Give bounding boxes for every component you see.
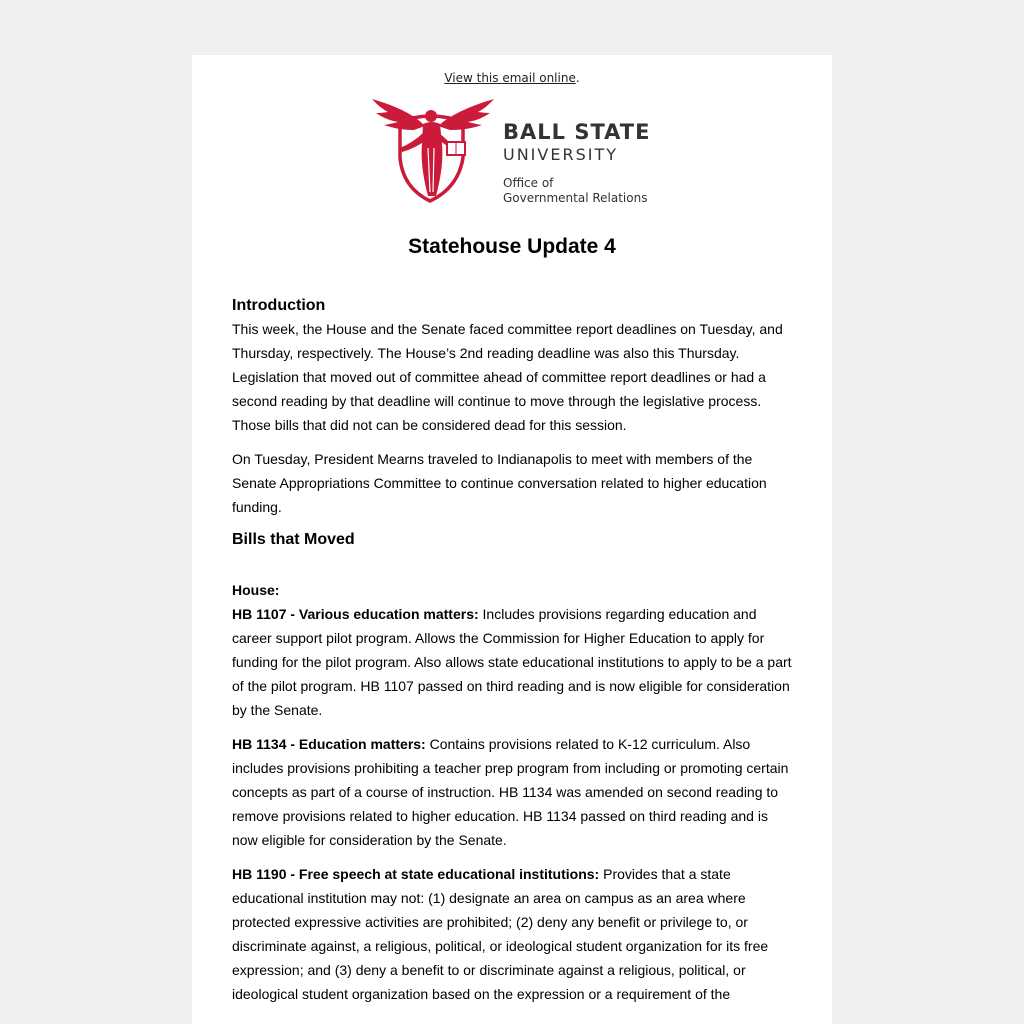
- bill-description: Includes provisions regarding education and career support pilot program. Allows the Commission for Higher Education to apply for funding for the pilot program. Also allows state educational institutions to apply to be a part of the pilot program. HB 1107 passed on third reading and is now eligible for consideration by the Senate.: [232, 606, 792, 718]
- intro-paragraph: On Tuesday, President Mearns traveled to Indianapolis to meet with members of the Senate Appropriations Committee to continue conversation related to higher education funding.: [232, 451, 767, 515]
- bill-item: [232, 732, 792, 852]
- bill-title: HB 1107 - Various education matters:: [232, 606, 479, 622]
- bill-item: [232, 862, 792, 1006]
- logo-office-line: Office of: [503, 176, 554, 190]
- intro-paragraph: This week, the House and the Senate faced committee report deadlines on Tuesday, and Thursday, respectively. The House’s 2nd reading deadline was also this Thursday. Legislation that moved out of committee ahead of committee report deadlines or had a second reading by that deadline will continue to move through the legislative process. Those bills that did not can be considered dead for this session.: [232, 321, 783, 433]
- bill-description: Provides that a state educational institution may not: (1) designate an area on campus as an area where protected expressive activities are prohibited; (2) deny any benefit or privilege to, or discriminate against, a religious, political, or ideological student organization for its free expression; and (3) deny a benefit to or discriminate against a religious, political, or ideological student organization based on the expression or a requirement of the: [232, 866, 769, 1002]
- email-body: [192, 55, 832, 1024]
- bill-item: [232, 602, 792, 722]
- bill-title: HB 1134 - Education matters:: [232, 736, 426, 752]
- bill-title: HB 1190 - Free speech at state educational institutions:: [232, 866, 600, 882]
- logo-department-line: Governmental Relations: [503, 191, 648, 205]
- bill-description: Contains provisions related to K-12 curriculum. Also includes provisions prohibiting a teacher prep program from including or promoting certain concepts as part of a course of instruction. HB 1134 was amended on second reading to remove provisions related to higher education. HB 1134 passed on third reading and is now eligible for consideration by the Senate.: [232, 736, 789, 848]
- view-online-line: [192, 70, 832, 86]
- view-online-link[interactable]: View this email online: [444, 71, 576, 85]
- ball-state-logo: [370, 96, 654, 208]
- view-online-suffix: .: [575, 71, 580, 85]
- logo-wordmark-line2: UNIVERSITY: [503, 145, 618, 164]
- cardinal-shield-icon: [370, 96, 500, 208]
- introduction-heading: Introduction: [232, 297, 326, 314]
- house-label: House:: [232, 582, 280, 598]
- page-title: Statehouse Update 4: [408, 235, 616, 258]
- email-content: [232, 295, 792, 1016]
- bills-heading: Bills that Moved: [232, 531, 355, 548]
- logo-wordmark-line1: BALL STATE: [503, 120, 651, 144]
